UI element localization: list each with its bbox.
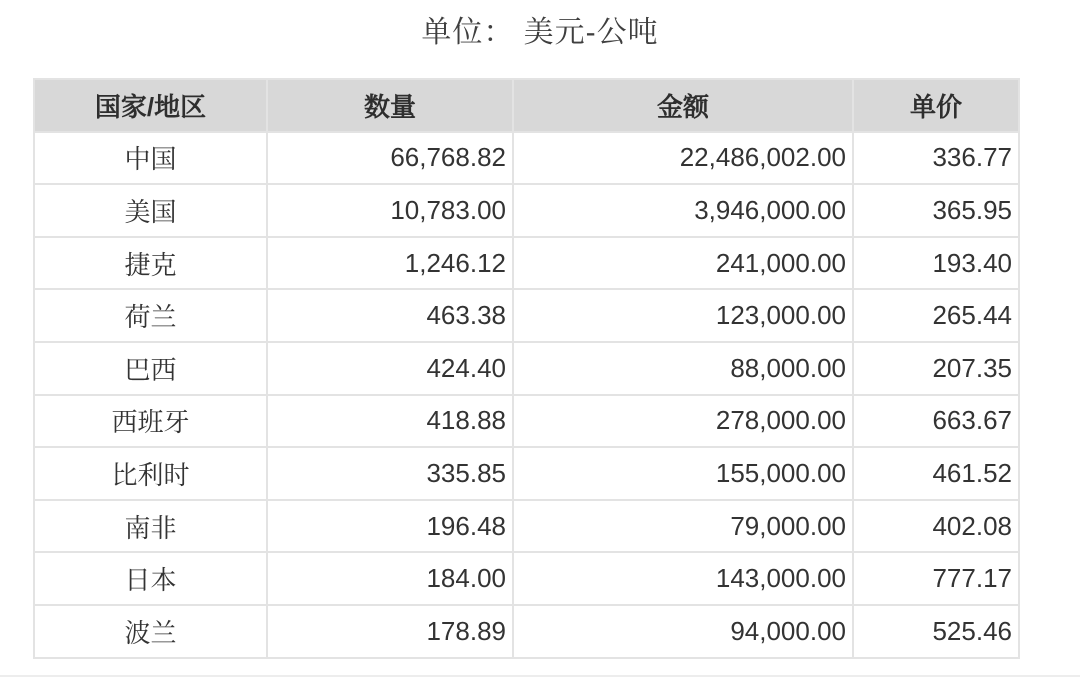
cell-amount: 278,000.00 [513, 395, 853, 448]
cell-country: 捷克 [34, 237, 267, 290]
cell-country: 南非 [34, 500, 267, 553]
col-header-country: 国家/地区 [34, 79, 267, 132]
cell-quantity: 424.40 [267, 342, 513, 395]
cell-unit-price: 402.08 [853, 500, 1019, 553]
cell-quantity: 196.48 [267, 500, 513, 553]
cell-quantity: 418.88 [267, 395, 513, 448]
cell-country: 西班牙 [34, 395, 267, 448]
cell-unit-price: 525.46 [853, 605, 1019, 658]
table-row [34, 552, 1019, 605]
cell-country: 美国 [34, 184, 267, 237]
cell-quantity: 10,783.00 [267, 184, 513, 237]
table-row [34, 605, 1019, 658]
cell-country: 波兰 [34, 605, 267, 658]
cell-quantity: 184.00 [267, 552, 513, 605]
table-header-row [34, 79, 1019, 132]
cell-quantity: 1,246.12 [267, 237, 513, 290]
cell-unit-price: 663.67 [853, 395, 1019, 448]
table-row [34, 237, 1019, 290]
cell-unit-price: 365.95 [853, 184, 1019, 237]
cell-unit-price: 193.40 [853, 237, 1019, 290]
cell-country: 中国 [34, 132, 267, 185]
cell-country: 日本 [34, 552, 267, 605]
trade-data-table [33, 78, 1020, 659]
cell-amount: 241,000.00 [513, 237, 853, 290]
cell-country: 比利时 [34, 447, 267, 500]
table-row [34, 184, 1019, 237]
table-body [34, 132, 1019, 658]
col-header-quantity: 数量 [267, 79, 513, 132]
cell-amount: 88,000.00 [513, 342, 853, 395]
cell-amount: 155,000.00 [513, 447, 853, 500]
cell-unit-price: 265.44 [853, 289, 1019, 342]
table-row [34, 500, 1019, 553]
cell-quantity: 66,768.82 [267, 132, 513, 185]
cell-unit-price: 777.17 [853, 552, 1019, 605]
table-row [34, 289, 1019, 342]
table-row [34, 395, 1019, 448]
table-row [34, 342, 1019, 395]
col-header-amount: 金额 [513, 79, 853, 132]
cell-quantity: 178.89 [267, 605, 513, 658]
cell-country: 巴西 [34, 342, 267, 395]
cell-amount: 143,000.00 [513, 552, 853, 605]
table-row [34, 132, 1019, 185]
cell-unit-price: 461.52 [853, 447, 1019, 500]
table-container [33, 78, 1018, 659]
cell-amount: 22,486,002.00 [513, 132, 853, 185]
page-title: 单位： 美元-公吨 [421, 16, 659, 49]
cell-quantity: 335.85 [267, 447, 513, 500]
table-row [34, 447, 1019, 500]
col-header-unit-price: 单价 [853, 79, 1019, 132]
cell-country: 荷兰 [34, 289, 267, 342]
cell-quantity: 463.38 [267, 289, 513, 342]
cell-amount: 3,946,000.00 [513, 184, 853, 237]
cell-unit-price: 207.35 [853, 342, 1019, 395]
cell-amount: 79,000.00 [513, 500, 853, 553]
cell-unit-price: 336.77 [853, 132, 1019, 185]
cell-amount: 123,000.00 [513, 289, 853, 342]
cell-amount: 94,000.00 [513, 605, 853, 658]
